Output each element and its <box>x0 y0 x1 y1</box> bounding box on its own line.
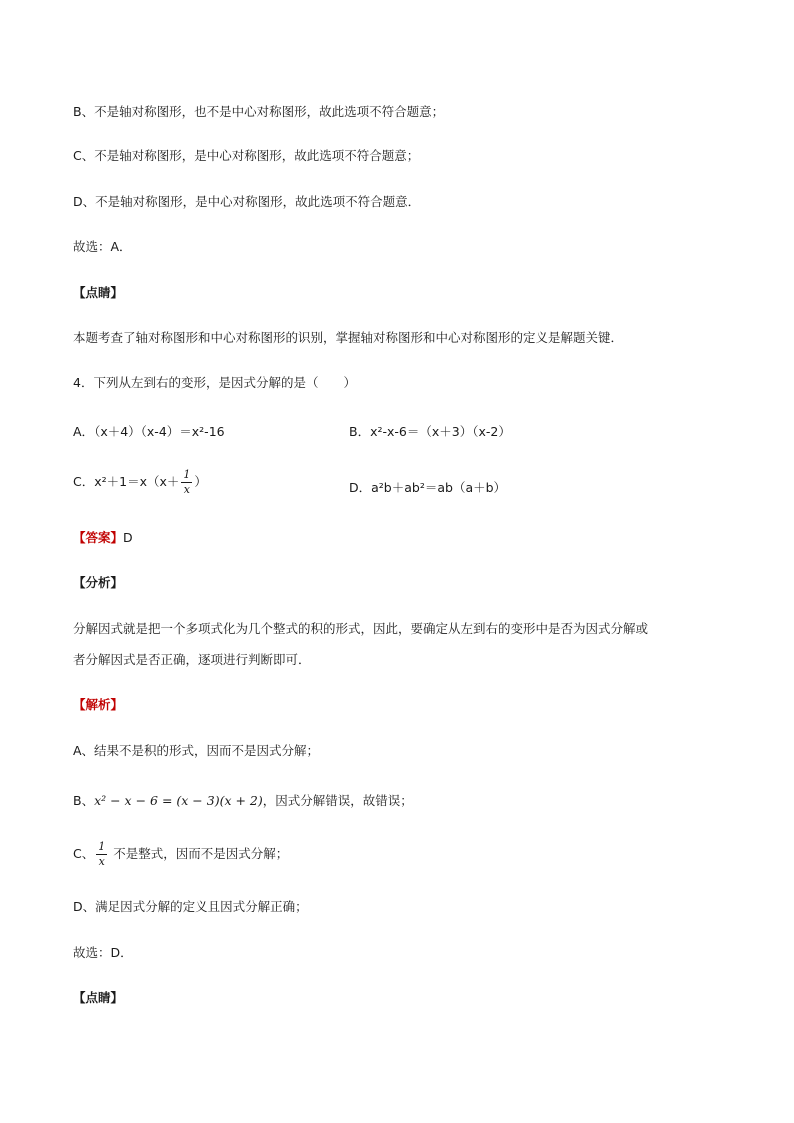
comment-heading-1: 【点睛】 <box>73 285 124 300</box>
option-d-label: D． <box>349 480 372 495</box>
solution-a: A、结果不是积的形式，因而不是因式分解； <box>73 743 320 758</box>
analysis-line-1: 分解因式就是把一个多项式化为几个整式的积的形式，因此，要确定从左到右的变形中是否为因式分解或 <box>73 621 649 636</box>
option-b-expression: x²-x-6＝（x＋3）（x-2） <box>370 424 511 439</box>
solution-c-fraction-numerator: 1 <box>98 840 106 853</box>
solution-b-label: B、 <box>73 793 95 808</box>
comment-heading-2: 【点睛】 <box>73 990 124 1005</box>
option-c-fraction-denominator: x <box>183 483 191 496</box>
option-c-fraction <box>181 468 192 497</box>
solution-c-label: C、 <box>73 846 95 861</box>
solution-b-expression: x² − x − 6 = (x − 3)(x + 2) <box>94 793 263 808</box>
final-choice: 故选：D． <box>73 945 133 960</box>
option-c-label: C． <box>73 474 95 489</box>
solution-b-text: ，因式分解错误，故错误； <box>262 793 413 808</box>
solution-d: D、满足因式分解的定义且因式分解正确； <box>73 899 308 914</box>
option-c-rhs: ） <box>194 474 207 489</box>
option-a <box>73 423 225 441</box>
solution-c-fraction-denominator: x <box>98 855 105 868</box>
option-c-fraction-numerator: 1 <box>183 468 191 481</box>
option-b <box>349 423 511 441</box>
option-c-explanation: C、不是轴对称图形，是中心对称图形，故此选项不符合题意； <box>73 148 420 163</box>
comment-text-1: 本题考查了轴对称图形和中心对称图形的识别，掌握轴对称图形和中心对称图形的定义是解题关键． <box>73 330 624 345</box>
question-stem: 4．下列从左到右的变形，是因式分解的是（ ） <box>73 375 356 390</box>
answer-label: 【答案】 <box>73 530 124 545</box>
solution-c <box>73 840 288 869</box>
solution-c-fraction <box>96 840 107 869</box>
option-b-label: B． <box>349 424 371 439</box>
solution-b <box>73 792 413 810</box>
option-d <box>349 479 506 497</box>
option-d-expression: a²b＋ab²＝ab（a＋b） <box>371 480 507 495</box>
option-d-explanation: D、不是轴对称图形，是中心对称图形，故此选项不符合题意． <box>73 194 421 209</box>
option-c-lhs: x²＋1＝x（x＋ <box>94 474 180 489</box>
previous-choice: 故选：A． <box>73 239 132 254</box>
analysis-heading: 【分析】 <box>73 575 124 590</box>
solution-c-text: 不是整式，因而不是因式分解； <box>109 846 289 861</box>
option-a-expression: （x＋4）（x-4）＝x²-16 <box>94 424 225 439</box>
option-c <box>73 468 207 497</box>
option-b-explanation: B、不是轴对称图形，也不是中心对称图形，故此选项不符合题意； <box>73 104 445 119</box>
option-a-label: A． <box>73 424 95 439</box>
answer-line <box>73 529 133 547</box>
solution-heading: 【解析】 <box>73 697 124 712</box>
analysis-line-2: 者分解因式是否正确，逐项进行判断即可． <box>73 652 311 667</box>
answer-value: D <box>123 530 133 545</box>
